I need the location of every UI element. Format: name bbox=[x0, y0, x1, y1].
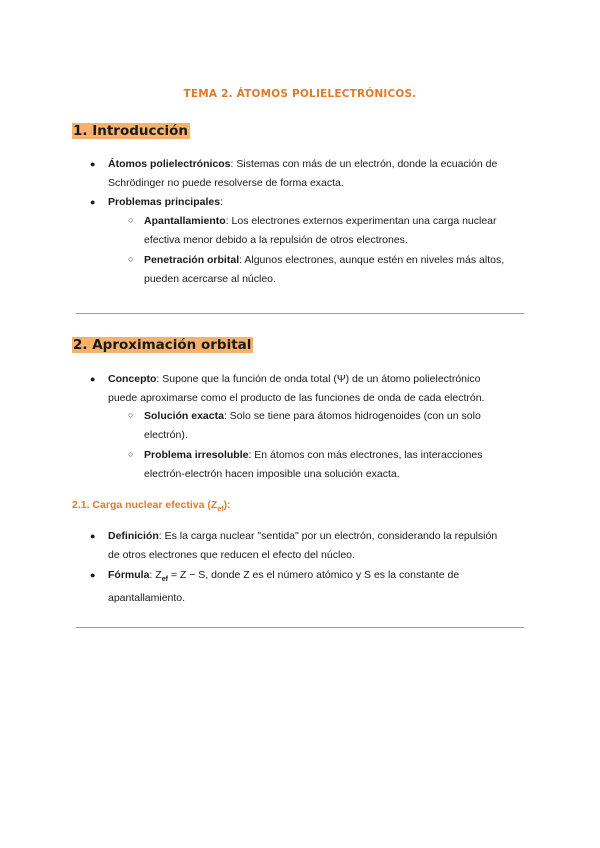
item-label: Definición bbox=[108, 530, 159, 542]
item-label: Solución exacta bbox=[144, 410, 224, 422]
item-text-continued: electrón). bbox=[144, 429, 188, 441]
list-item-formula: ● Fórmula: $Z_{ef} = Z - S$, donde Z es el número atómico y S es la constante de apantallamiento. bbox=[108, 566, 524, 608]
subsection-heading-carga-nuclear: 2.1. Carga nuclear efectiva $(Z_{ef})$: bbox=[72, 499, 231, 514]
heading-highlight: 1. Introducción bbox=[73, 123, 189, 139]
formula-symbol: Z bbox=[155, 569, 162, 581]
sub-item-problema-irresoluble: ○ Problema irresoluble: En átomos con más electrones, las interacciones electrón-electrón hacen imposible una solución exacta. bbox=[144, 446, 529, 484]
item-text-continued: Schrödinger no puede resolverse de forma exacta. bbox=[108, 177, 344, 189]
item-text: Sistemas con más de un electrón, donde la ecuación de bbox=[236, 158, 498, 170]
item-text: Algunos electrones, aunque estén en niveles más altos, bbox=[244, 254, 505, 266]
bullet-icon: ● bbox=[90, 197, 96, 207]
section-divider bbox=[76, 313, 524, 314]
item-text: En átomos con más electrones, las interacciones bbox=[254, 449, 483, 461]
item-text: Los electrones externos experimentan una carga nuclear bbox=[231, 215, 497, 227]
item-text: Es la carga nuclear "sentida" por un electrón, considerando la repulsión bbox=[164, 530, 498, 542]
list-item-concepto: ● Concepto: Supone que la función de onda total (Ψ) de un átomo polielectrónico puede aproximarse como el producto de las funciones de onda de cada electrón. bbox=[108, 370, 524, 408]
item-text-continued: efectiva menor debido a la repulsión de otros electrones. bbox=[144, 234, 408, 246]
formula-subscript: ef bbox=[161, 576, 168, 584]
item-label: Apantallamiento bbox=[144, 215, 226, 227]
sub-item-solucion-exacta: ○ Solución exacta: Solo se tiene para átomos hidrogenoides (con un solo electrón). bbox=[144, 407, 529, 445]
item-label: Concepto bbox=[108, 373, 157, 385]
item-text-continued: apantallamiento. bbox=[108, 592, 186, 605]
section-heading-introduccion bbox=[72, 122, 190, 141]
item-text: Supone que la función de onda total (Ψ) de un átomo polielectrónico bbox=[162, 373, 481, 385]
item-label: Problemas principales bbox=[108, 196, 221, 208]
section-divider bbox=[76, 627, 524, 628]
list-item-problemas-principales: ● Problemas principales: bbox=[108, 193, 524, 212]
circle-bullet-icon: ○ bbox=[128, 254, 134, 264]
item-text-continued: de otros electrones que reducen el efecto del núcleo. bbox=[108, 549, 355, 561]
circle-bullet-icon: ○ bbox=[128, 410, 134, 420]
item-text: = Z − S, donde Z es el número atómico y S es la constante de bbox=[167, 569, 460, 581]
document-title: TEMA 2. ÁTOMOS POLIELECTRÓNICOS. bbox=[183, 88, 417, 100]
bullet-icon: ● bbox=[90, 531, 96, 541]
list-item-atomos-polielectronicos: ● Átomos polielectrónicos: Sistemas con más de un electrón, donde la ecuación de Schrödinger no puede resolverse de forma exacta. bbox=[108, 155, 524, 193]
item-label: Problema irresoluble bbox=[144, 449, 249, 461]
item-text-continued: pueden acercarse al núcleo. bbox=[144, 273, 276, 285]
item-text: Solo se tiene para átomos hidrogenoides (con un solo bbox=[229, 410, 481, 422]
list-item-definicion: ● Definición: Es la carga nuclear "sentida" por un electrón, considerando la repulsión de otros electrones que reducen el efecto del núcleo. bbox=[108, 527, 524, 565]
sub-item-apantallamiento: ○ Apantallamiento: Los electrones externos experimentan una carga nuclear efectiva menor debido a la repulsión de otros electrones. bbox=[144, 212, 529, 250]
bullet-icon: ● bbox=[90, 570, 96, 580]
item-label: Penetración orbital bbox=[144, 254, 240, 266]
bullet-icon: ● bbox=[90, 159, 96, 169]
item-label: Átomos polielectrónicos bbox=[108, 158, 231, 170]
section-heading-aproximacion-orbital bbox=[72, 336, 253, 355]
heading-highlight: 2. Aproximación orbital bbox=[73, 337, 252, 353]
bullet-icon: ● bbox=[90, 374, 96, 384]
circle-bullet-icon: ○ bbox=[128, 449, 134, 459]
item-text-continued: electrón-electrón hacen imposible una solución exacta. bbox=[144, 468, 400, 480]
item-text-continued: puede aproximarse como el producto de las funciones de onda de cada electrón. bbox=[108, 392, 485, 404]
sub-item-penetracion-orbital: ○ Penetración orbital: Algunos electrones, aunque estén en niveles más altos, pueden acercarse al núcleo. bbox=[144, 251, 529, 289]
item-label: Fórmula bbox=[108, 569, 150, 581]
circle-bullet-icon: ○ bbox=[128, 215, 134, 225]
